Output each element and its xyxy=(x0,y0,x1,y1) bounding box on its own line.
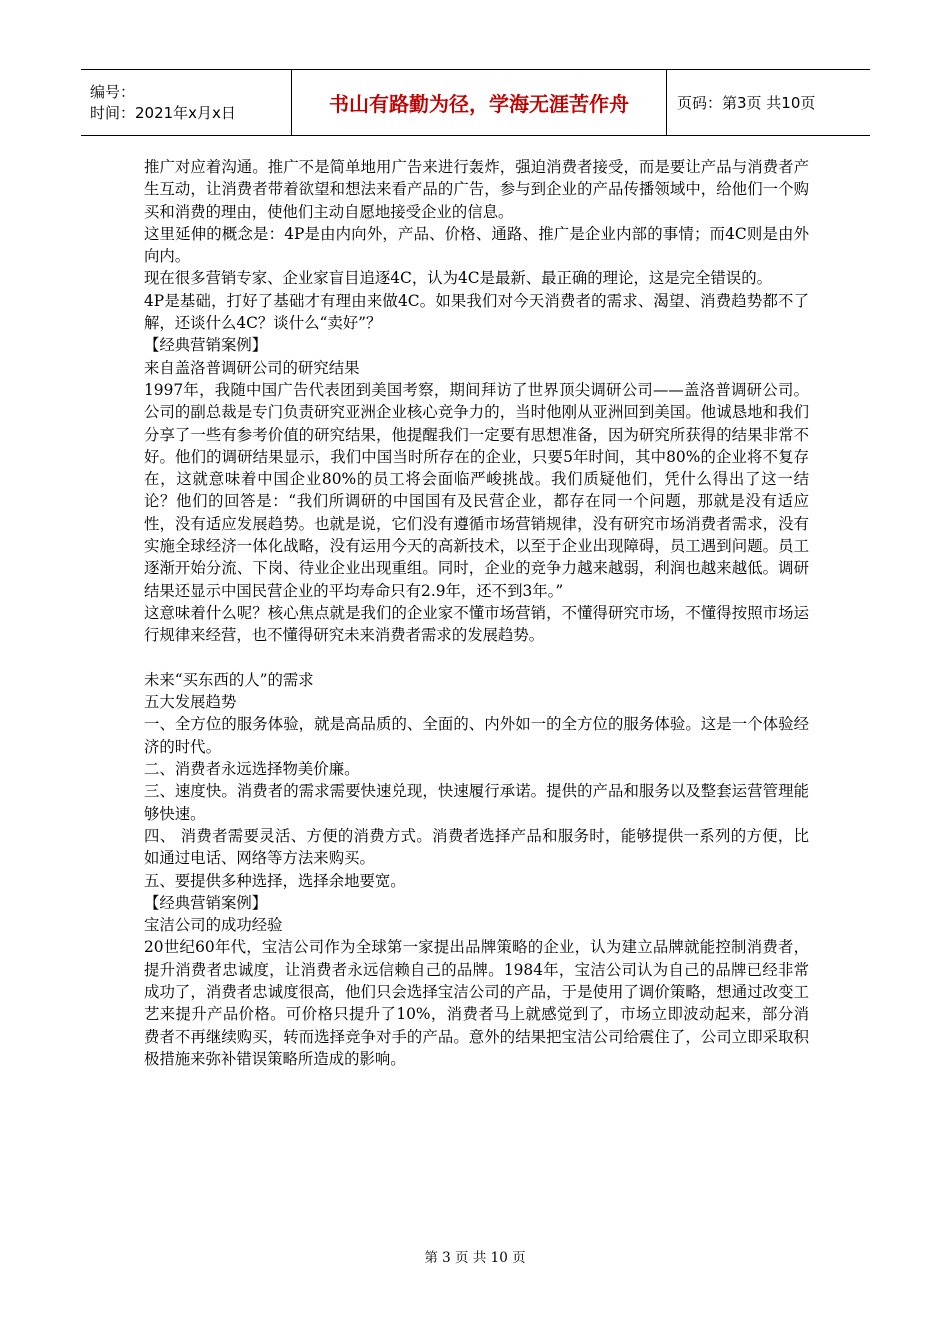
document-date: 时间：2021年x月x日 xyxy=(90,103,236,122)
section-heading: 【经典营销案例】 xyxy=(144,336,268,355)
case-title: 来自盖洛普调研公司的研究结果 xyxy=(144,358,360,377)
document-body xyxy=(144,156,809,1070)
header-page-number: 页码：第3页 共10页 xyxy=(667,70,871,136)
paragraph: 这里延伸的概念是：4P是由内向外，产品、价格、通路、推广是企业内部的事情；而4C则是由外向内。 xyxy=(144,224,809,266)
paragraph: 20世纪60年代，宝洁公司作为全球第一家提出品牌策略的企业，认为建立品牌就能控制消费者，提升消费者忠诚度，让消费者永远信赖自己的品牌。1984年，宝洁公司认为自己的品牌已经非常成功了，消费者忠诚度很高，他们只会选择宝洁公司的产品，于是使用了调价策略，想通过改变工艺来提升产品价格。可价格只提升了10%，消费者马上就感觉到了，市场立即波动起来，部分消费者不再继续购买，转而选择竞争对手的产品。意外的结果把宝洁公司给震住了，公司立即采取积极措施来弥补错误策略所造成的影响。 xyxy=(144,938,809,1068)
list-item: 一、全方位的服务体验，就是高品质的、全面的、内外如一的全方位的服务体验。这是一个体验经济的时代。 xyxy=(144,715,809,756)
section-heading: 【经典营销案例】 xyxy=(144,893,268,912)
subheading: 五大发展趋势 xyxy=(144,693,237,712)
list-item: 二、消费者永远选择物美价廉。 xyxy=(144,760,360,779)
document-number-label: 编号： xyxy=(90,82,136,101)
blank-line xyxy=(144,647,809,669)
document-header xyxy=(81,69,870,136)
list-item: 五、要提供多种选择，选择余地要宽。 xyxy=(144,871,406,890)
paragraph: 1997年，我随中国广告代表团到美国考察，期间拜访了世界顶尖调研公司——盖洛普调研公司。公司的副总裁是专门负责研究亚洲企业核心竞争力的，当时他刚从亚洲回到美国。他诚恳地和我们分享了一些有参考价值的研究结果，他提醒我们一定要有思想准备，因为研究所获得的结果非常不好。他们的调研结果显示，我们中国当时所存在的企业，只要5年时间，其中80%的企业将不复存在，这就意味着中国企业80%的员工将会面临严峻挑战。我们质疑他们，凭什么得出了这一结论？他们的回答是：“我们所调研的中国国有及民营企业，都存在同一个问题，那就是没有适应性，没有适应发展趋势。也就是说，它们没有遵循市场营销规律，没有研究市场消费者需求，没有实施全球经济一体化战略，没有运用今天的高新技术，以至于企业出现障碍，员工遇到问题。员工逐渐开始分流、下岗、待业企业出现重组。同时，企业的竞争力越来越弱，利润也越来越低。调研结果还显示中国民营企业的平均寿命只有2.9年，还不到3年。” xyxy=(144,380,809,600)
paragraph: 现在很多营销专家、企业家盲目追逐4C，认为4C是最新、最正确的理论，这是完全错误的。 xyxy=(144,269,772,288)
case-title: 宝洁公司的成功经验 xyxy=(144,916,283,935)
list-item: 三、速度快。消费者的需求需要快速兑现，快速履行承诺。提供的产品和服务以及整套运营管理能够快速。 xyxy=(144,782,809,823)
header-motto: 书山有路勤为径，学海无涯苦作舟 xyxy=(292,70,667,136)
paragraph: 推广对应着沟通。推广不是简单地用广告来进行轰炸，强迫消费者接受，而是要让产品与消费者产生互动，让消费者带着欲望和想法来看产品的广告，参与到企业的产品传播领域中，给他们一个购买和消费的理由，使他们主动自愿地接受企业的信息。 xyxy=(144,158,809,221)
page-footer: 第 3 页 共 10 页 xyxy=(424,1250,526,1266)
list-item: 四、 消费者需要灵活、方便的消费方式。消费者选择产品和服务时，能够提供一系列的方便，比如通过电话、网络等方法来购买。 xyxy=(144,826,809,868)
paragraph: 4P是基础，打好了基础才有理由来做4C。如果我们对今天消费者的需求、渴望、消费趋势都不了解，还谈什么4C？谈什么“卖好”？ xyxy=(144,291,809,333)
section-heading: 未来“买东西的人”的需求 xyxy=(144,670,314,689)
paragraph: 这意味着什么呢？核心焦点就是我们的企业家不懂市场营销，不懂得研究市场，不懂得按照市场运行规律来经营，也不懂得研究未来消费者需求的发展趋势。 xyxy=(144,603,809,645)
header-meta xyxy=(81,70,292,136)
